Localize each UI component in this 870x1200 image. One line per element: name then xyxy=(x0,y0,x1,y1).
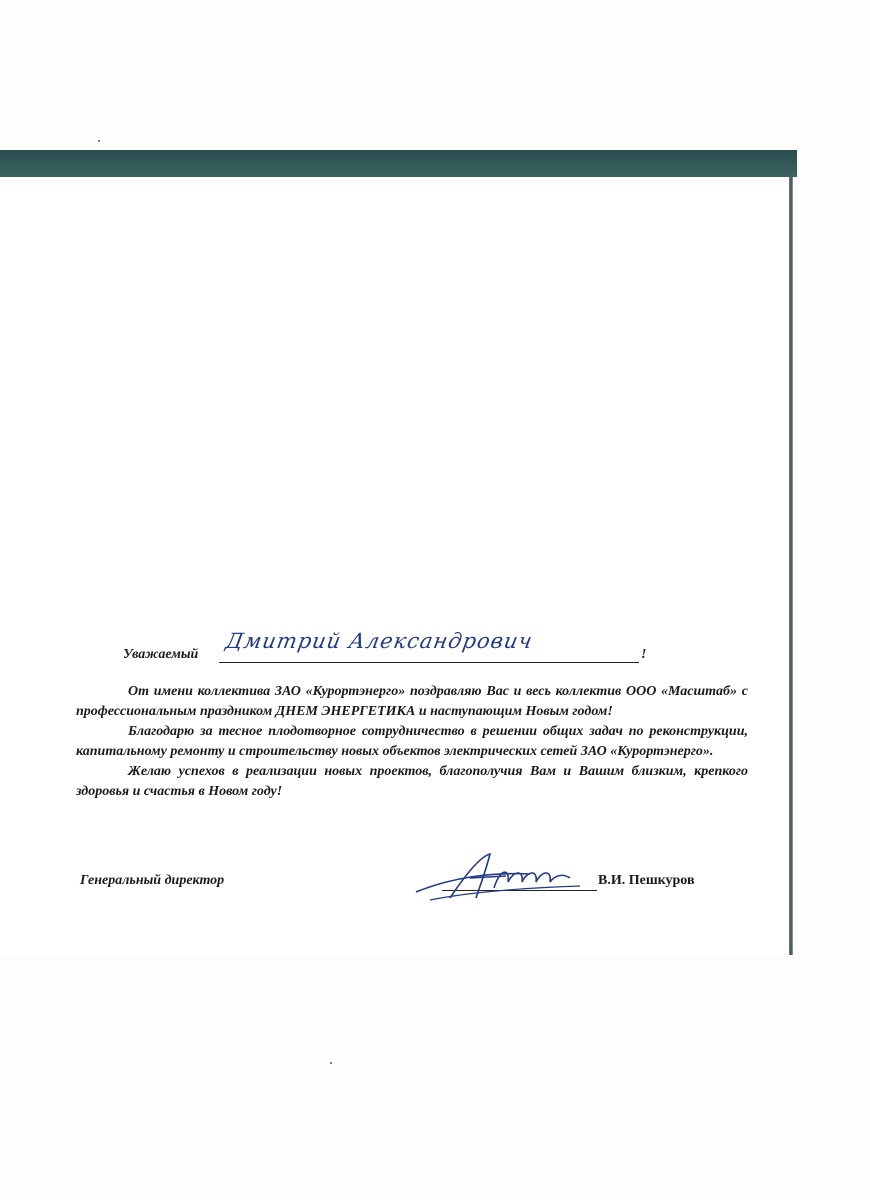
greeting-card xyxy=(0,150,797,955)
handwritten-addressee-name: Дмитрий Александрович xyxy=(223,629,535,653)
greeting-label: Уважаемый xyxy=(123,647,199,662)
card-top-band xyxy=(0,150,797,177)
scan-speck xyxy=(98,140,100,142)
letter-paragraph: От имени коллектива ЗАО «Курортэнерго» поздравляю Вас и весь коллектив ООО «Масштаб» с профессиональным праздником ДНЕМ ЭНЕРГЕТИКА и наступающим Новым годом! xyxy=(76,684,748,719)
scan-speck xyxy=(330,1062,332,1064)
handwritten-signature xyxy=(410,848,610,903)
signer-title: Генеральный директор xyxy=(80,873,225,888)
card-fold-edge xyxy=(789,177,793,955)
greeting-line xyxy=(123,629,663,677)
signature-block xyxy=(80,848,740,908)
greeting-exclamation: ! xyxy=(641,647,647,662)
letter-paragraph: Благодарю за тесное плодотворное сотрудничество в решении общих задач по реконструкции, капитальному ремонту и строительству новых объектов электрических сетей ЗАО «Курортэнерго». xyxy=(76,724,748,759)
letter-paragraph: Желаю успехов в реализации новых проектов, благополучия Вам и Вашим близким, крепкого здоровья и счастья в Новом году! xyxy=(76,764,748,799)
greeting-underline xyxy=(219,662,639,663)
letter-body xyxy=(76,682,748,802)
signer-name: В.И. Пешкуров xyxy=(598,873,695,888)
